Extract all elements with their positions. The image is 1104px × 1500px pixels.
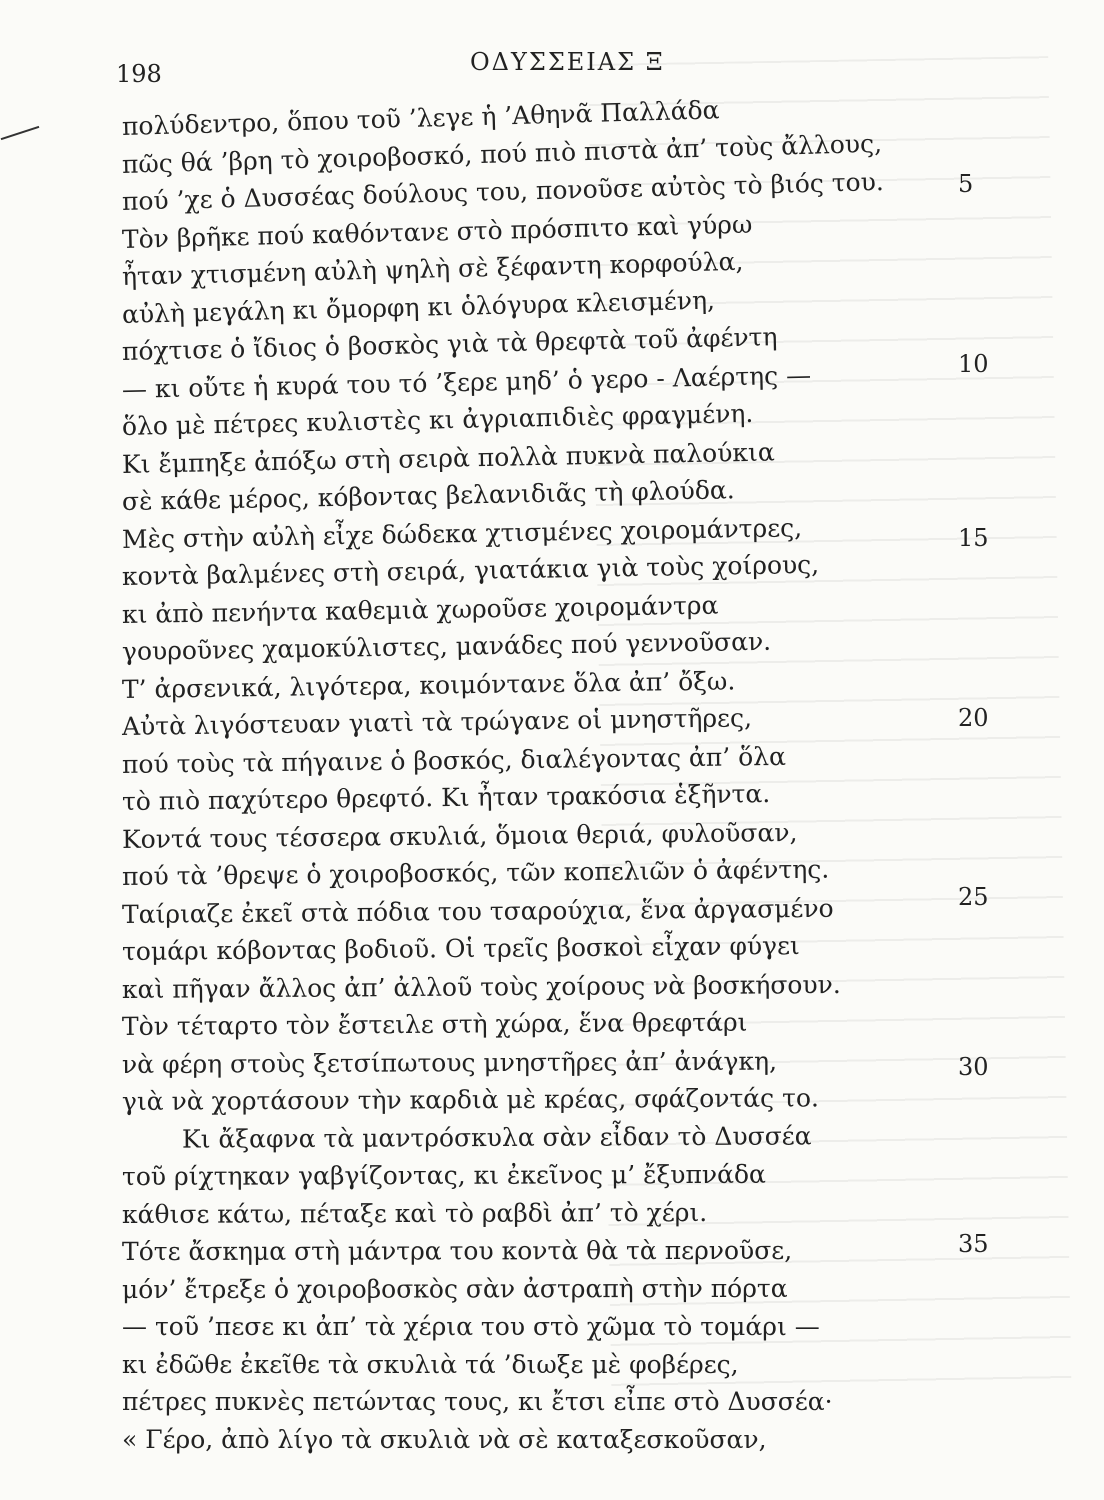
verse-line: ὅλο μὲ πέτρες κυλιστὲς κι ἀγριαπιδιὲς φραγμένη. (121, 398, 754, 441)
line-number: 5 (958, 170, 974, 198)
verse-line: καὶ πῆγαν ἄλλος ἀπ’ ἀλλοῦ τοὺς χοίρους νὰ βοσκήσουν. (121, 969, 841, 1004)
verse-line: τομάρι κόβοντας βοδιοῦ. Οἱ τρεῖς βοσκοὶ εἶχαν φύγει (121, 931, 800, 966)
verse-line: μόν’ ἔτρεξε ὁ χοιροβοσκὸς σὰν ἀστραπὴ στὴν πόρτα (121, 1273, 788, 1304)
line-number: 30 (958, 1053, 989, 1081)
verse-line: πέτρες πυκνὲς πετώντας τους, κι ἔτσι εἶπε στὸ Δυσσέα· (122, 1387, 833, 1416)
verse-line: Κι ἔμπηξε ἀπόξω στὴ σειρὰ πολλὰ πυκνὰ παλούκια (121, 436, 775, 479)
line-number: 25 (958, 883, 989, 911)
verse-line: « Γέρο, ἀπὸ λίγο τὰ σκυλιὰ νὰ σὲ καταξεσκοῦσαν, (122, 1424, 767, 1454)
verse-line: Κι ἄξαφνα τὰ μαντρόσκυλα σὰν εἶδαν τὸ Δυσσέα (181, 1120, 812, 1154)
line-number: 10 (958, 350, 989, 378)
page-number: 198 (116, 60, 162, 88)
poem-text (121, 95, 885, 1458)
verse-line: πολύδεντρο, ὅπου τοῦ ’λεγε ἡ ’Αθηνᾶ Παλλάδα (121, 95, 720, 141)
verse-line: πόχτισε ὁ ἴδιος ὁ βοσκὸς γιὰ τὰ θρεφτὰ τοῦ ἀφέντη (121, 322, 778, 366)
verse-line: — κι οὔτε ἡ κυρά του τό ’ξερε μηδ’ ὁ γερο - Λαέρτης — (121, 360, 812, 404)
verse-line: Μὲς στὴν αὐλὴ εἶχε δώδεκα χτισμένες χοιρομάντρες, (121, 512, 803, 554)
line-number: 15 (958, 524, 989, 552)
verse-line: κι ἐδῶθε ἐκεῖθε τὰ σκυλιὰ τά ’διωξε μὲ φοβέρες, (122, 1349, 739, 1379)
verse-line: τὸ πιὸ παχύτερο θρεφτό. Κι ἦταν τρακόσια ἑξῆντα. (121, 779, 771, 816)
verse-line: τοῦ ρίχτηκαν γαβγίζοντας, κι ἐκεῖνος μ’ ἔξυπνάδα (121, 1159, 766, 1191)
verse-line: Τότε ἄσκημα στὴ μάντρα του κοντὰ θὰ τὰ περνοῦσε, (121, 1235, 793, 1266)
line-number: 35 (958, 1230, 989, 1258)
verse-line: πού τοὺς τὰ πήγαινε ὁ βοσκός, διαλέγοντας ἀπ’ ὅλα (121, 741, 787, 779)
verse-line: πού ’χε ὁ Δυσσέας δούλους του, πονοῦσε αὐτὸς τὸ βιός του. (121, 167, 885, 216)
verse-line: πού τὰ ’θρεψε ὁ χοιροβοσκός, τῶν κοπελιῶν ὁ ἀφέντης. (121, 854, 830, 891)
running-head: ΟΔΥΣΣΕΙΑΣ Ξ (470, 48, 665, 76)
verse-line: ἦταν χτισμένη αὐλὴ ψηλὴ σὲ ξέφαντη κορφούλα, (121, 246, 744, 291)
verse-line: Τὸν βρῆκε πού καθόντανε στὸ πρόσπιτο καὶ γύρω (121, 209, 753, 254)
verse-line: σὲ κάθε μέρος, κόβοντας βελανιδιᾶς τὴ φλούδα. (121, 475, 735, 516)
verse-line: γιὰ νὰ χορτάσουν τὴν καρδιὰ μὲ κρέας, σφάζοντάς το. (121, 1083, 819, 1116)
verse-line: κι ἀπὸ πενήντα καθεμιὰ χωροῦσε χοιρομάντρα (121, 590, 719, 629)
verse-line: Αὐτὰ λιγόστευαν γιατὶ τὰ τρώγανε οἱ μνηστῆρες, (121, 703, 753, 741)
verse-line: Κοντά τους τέσσερα σκυλιά, ὅμοια θεριά, φυλοῦσαν, (121, 817, 798, 854)
verse-line: Τὸν τέταρτο τὸν ἔστειλε στὴ χώρα, ἕνα θρεφτάρι (121, 1007, 748, 1041)
verse-line: πῶς θά ’βρη τὸ χοιροβοσκό, πού πιὸ πιστὰ ἀπ’ τοὺς ἄλλους, (121, 128, 883, 179)
margin-pencil-mark (1, 126, 40, 140)
verse-line: Ταίριαζε ἐκεῖ στὰ πόδια του τσαρούχια, ἕνα ἀργασμένο (121, 893, 834, 929)
verse-line: κοντὰ βαλμένες στὴ σειρά, γιατάκια γιὰ τοὺς χοίρους, (121, 549, 820, 591)
verse-line: κάθισε κάτω, πέταξε καὶ τὸ ραβδὶ ἀπ’ τὸ χέρι. (121, 1197, 708, 1229)
verse-line: αὐλὴ μεγάλη κι ὄμορφη κι ὁλόγυρα κλεισμένη, (121, 285, 716, 329)
verse-line: γουροῦνες χαμοκύλιστες, μανάδες πού γεννοῦσαν. (121, 626, 772, 666)
line-number: 20 (958, 704, 989, 732)
verse-line: — τοῦ ’πεσε κι ἀπ’ τὰ χέρια του στὸ χῶμα τὸ τομάρι — (122, 1312, 820, 1341)
verse-line: νὰ φέρη στοὺς ξετσίπωτους μνηστῆρες ἀπ’ ἀνάγκη, (121, 1046, 778, 1079)
verse-line: Τ’ ἀρσενικά, λιγότερα, κοιμόντανε ὅλα ἀπ’ ὄξω. (121, 665, 736, 704)
